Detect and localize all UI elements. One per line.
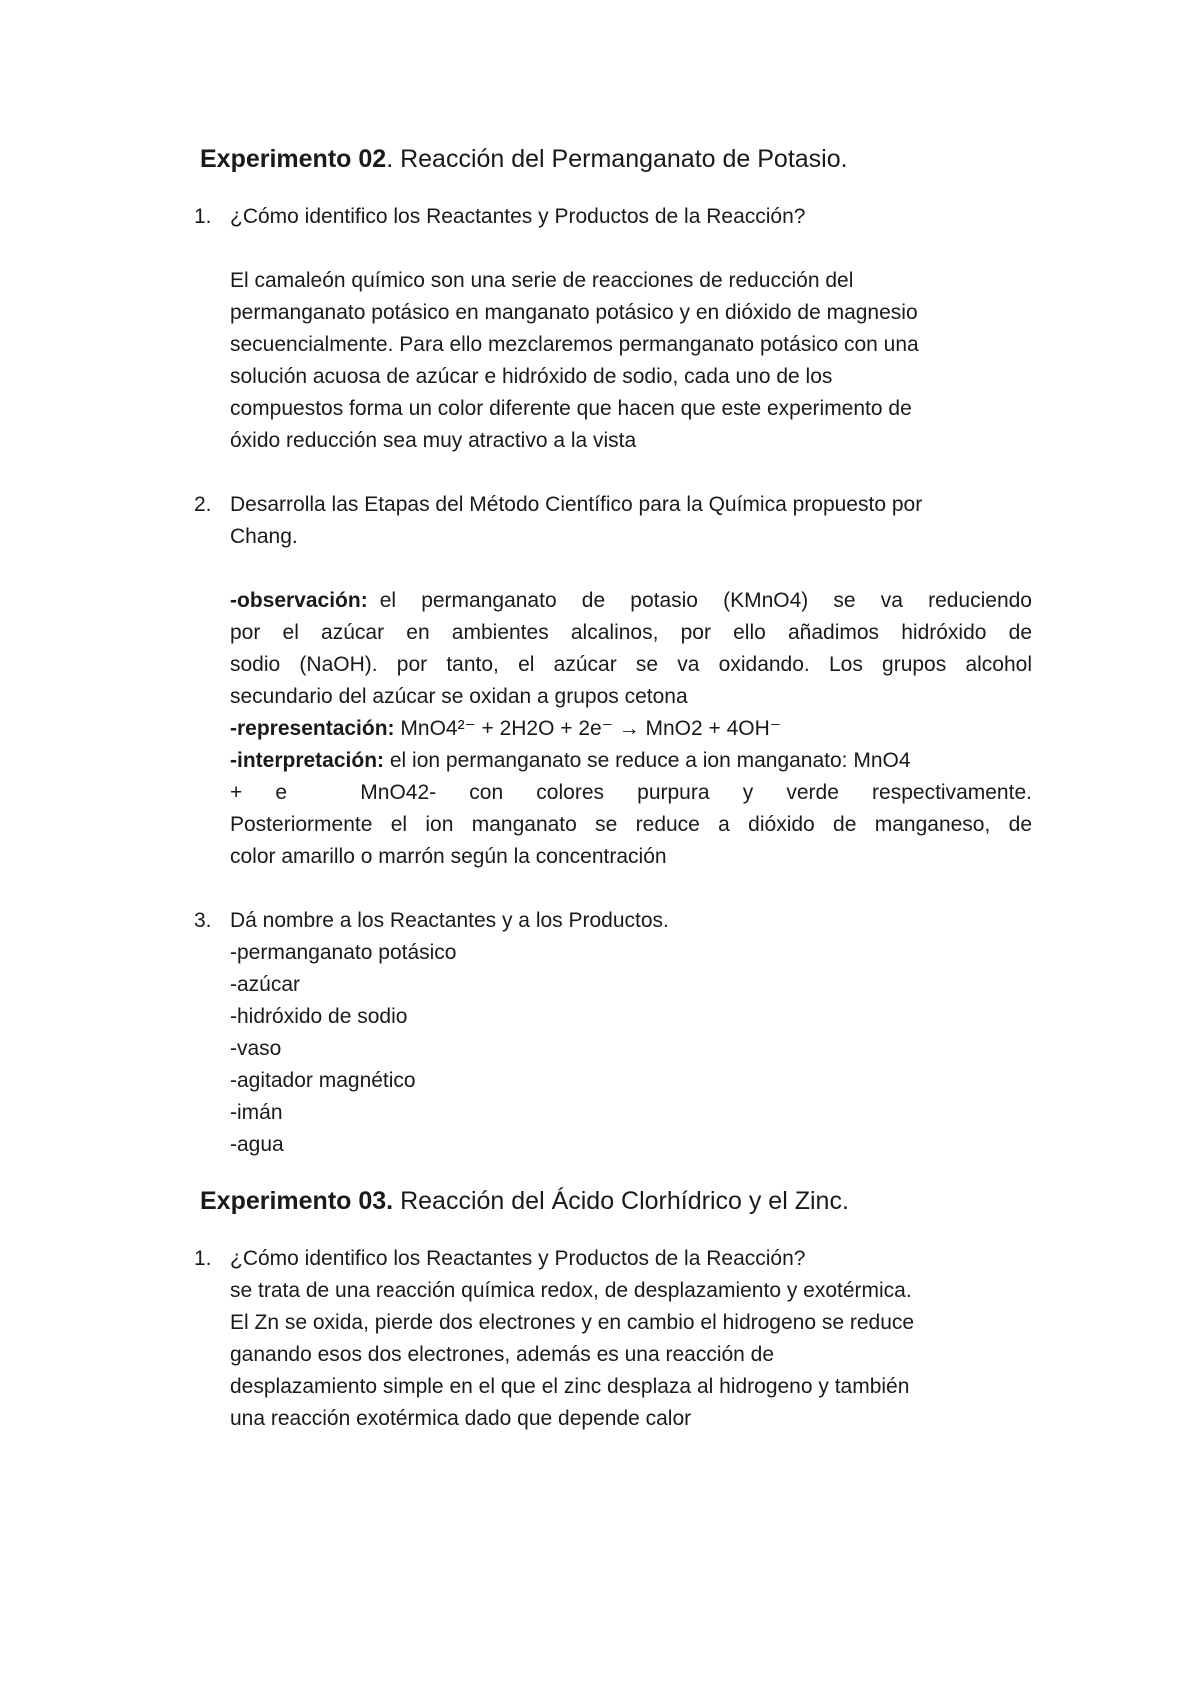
experiment-02-title-rest: . Reacción del Permanganato de Potasio.	[386, 145, 848, 173]
exp3-q1-number: 1.	[194, 1247, 212, 1270]
experiment-03-title-bold: Experimento 03.	[200, 1187, 394, 1215]
exp3-q1-answer-line: desplazamiento simple en el que el zinc desplaza al hidrogeno y también	[230, 1375, 910, 1398]
list-item: -agitador magnético	[230, 1069, 416, 1092]
list-item: -imán	[230, 1101, 283, 1124]
exp2-q1-answer-line: secuencialmente. Para ello mezclaremos permanganato potásico con una	[230, 333, 919, 356]
list-item: -azúcar	[230, 973, 301, 996]
list-item: -hidróxido de sodio	[230, 1005, 408, 1028]
observacion-line: sodio (NaOH). por tanto, el azúcar se va oxidando. Los grupos alcohol	[230, 653, 1032, 676]
interpretacion-word: +	[230, 781, 243, 804]
interpretacion-word: con	[469, 781, 504, 804]
interpretacion-text: el ion permanganato se reduce a ion manganato: MnO4	[389, 749, 911, 772]
experiment-02-heading	[200, 144, 848, 174]
exp3-q1-question: ¿Cómo identifico los Reactantes y Productos de la Reacción?	[230, 1247, 806, 1270]
observacion-line: por el azúcar en ambientes alcalinos, por ello añadimos hidróxido de	[230, 621, 1032, 644]
interpretacion-word: MnO42-	[360, 781, 437, 804]
list-item: -permanganato potásico	[230, 941, 457, 964]
exp2-q1-answer-line: El camaleón químico son una serie de reacciones de reducción del	[230, 269, 854, 292]
interpretacion-equation-line	[230, 777, 1032, 809]
interpretacion-word: e	[275, 781, 288, 804]
exp3-q1-answer-line: El Zn se oxida, pierde dos electrones y en cambio el hidrogeno se reduce	[230, 1311, 915, 1334]
observacion-line: el permanganato de potasio (KMnO4) se va reduciendo	[379, 589, 1032, 612]
representacion-line	[230, 713, 781, 745]
exp2-q1-answer-line: solución acuosa de azúcar e hidróxido de sodio, cada uno de los	[230, 365, 833, 388]
observacion-line: secundario del azúcar se oxidan a grupos cetona	[230, 685, 688, 708]
exp2-q1-answer-line: permanganato potásico en manganato potásico y en dióxido de magnesio	[230, 301, 918, 324]
interpretacion-word: verde	[786, 781, 839, 804]
experiment-03-heading	[200, 1186, 849, 1216]
exp2-q1-answer-line: compuestos forma un color diferente que hacen que este experimento de	[230, 397, 912, 420]
exp2-q3-number: 3.	[194, 909, 212, 932]
exp2-q3-question: Dá nombre a los Reactantes y a los Productos.	[230, 909, 669, 932]
exp2-q1-answer-line: óxido reducción sea muy atractivo a la vista	[230, 429, 637, 452]
interpretacion-line: color amarillo o marrón según la concentración	[230, 845, 667, 868]
representacion-equation: MnO4²⁻ + 2H2O + 2e⁻ → MnO2 + 4OH⁻	[400, 717, 781, 740]
exp3-q1-answer-line: una reacción exotérmica dado que depende calor	[230, 1407, 692, 1430]
list-item: -vaso	[230, 1037, 282, 1060]
exp2-q2-question-line: Chang.	[230, 525, 298, 548]
interpretacion-word: purpura	[637, 781, 710, 804]
exp2-q2-number: 2.	[194, 493, 212, 516]
interpretacion-first-line	[230, 745, 911, 777]
experiment-02-title-bold: Experimento 02	[200, 145, 387, 173]
exp2-q1-number: 1.	[194, 205, 212, 228]
exp3-q1-answer-line: se trata de una reacción química redox, de desplazamiento y exotérmica.	[230, 1279, 912, 1302]
interpretacion-word: y	[742, 781, 754, 804]
list-item: -agua	[230, 1133, 284, 1156]
observacion-label: -observación:	[230, 589, 368, 612]
exp3-q1-answer-line: ganando esos dos electrones, además es una reacción de	[230, 1343, 775, 1366]
interpretacion-label: -interpretación:	[230, 749, 385, 772]
interpretacion-word: respectivamente.	[872, 781, 1032, 804]
exp2-q1-question: ¿Cómo identifico los Reactantes y Productos de la Reacción?	[230, 205, 806, 228]
representacion-label: -representación:	[230, 717, 395, 740]
observacion-first-line	[230, 585, 1032, 617]
experiment-03-title-rest: Reacción del Ácido Clorhídrico y el Zinc.	[393, 1187, 849, 1215]
interpretacion-line: Posteriormente el ion manganato se reduce a dióxido de manganeso, de	[230, 813, 1032, 836]
interpretacion-word: colores	[536, 781, 604, 804]
exp2-q2-question-line: Desarrolla las Etapas del Método Científico para la Química propuesto por	[230, 493, 923, 516]
